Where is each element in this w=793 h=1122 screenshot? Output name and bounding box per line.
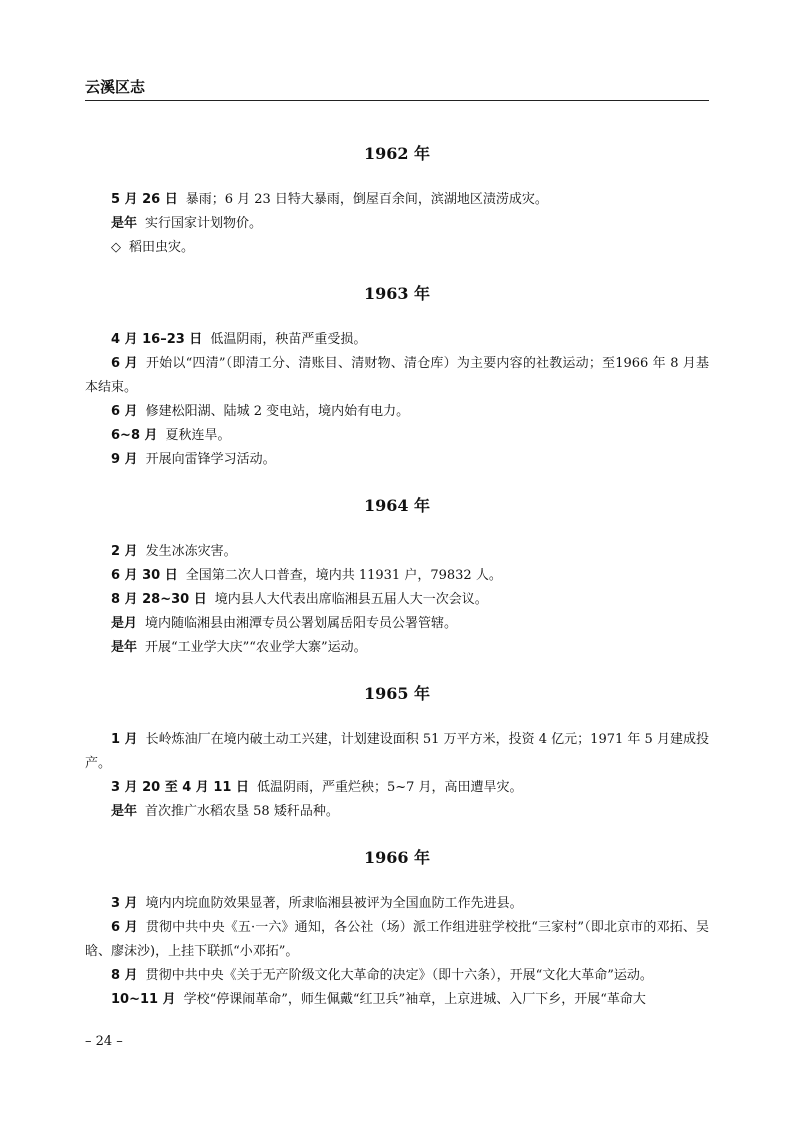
chronicle-entry: [85, 892, 709, 916]
entry-date: 2 月: [111, 544, 138, 559]
entry-text: 首次推广水稻农垦 58 矮秆品种。: [145, 804, 339, 819]
entry-date: 5 月 26 日: [111, 192, 178, 207]
page-number: – 24 –: [85, 1034, 123, 1049]
entry-text: 境内随临湘县由湘潭专员公署划属岳阳专员公署管辖。: [145, 616, 458, 631]
header-divider: [85, 100, 709, 101]
entry-date: 4 月 16–23 日: [111, 332, 203, 347]
entry-text: 夏秋连旱。: [165, 428, 231, 443]
chronicle-entry: [85, 448, 709, 472]
entry-text: 贯彻中共中央《五·一六》通知，各公社（场）派工作组进驻学校批“三家村”（即北京市的邓拓、吴晗、廖沫沙)，上挂下联抓“小邓拓”。: [85, 920, 709, 959]
chronicle-entry: [85, 212, 709, 236]
chronicle-entry: [85, 588, 709, 612]
entry-date: 9 月: [111, 452, 138, 467]
entry-date: 6 月: [111, 920, 138, 935]
year-heading: 1965 年: [363, 684, 431, 703]
entry-text: 开展向雷锋学习活动。: [145, 452, 276, 467]
chronicle-entry: [85, 988, 709, 1012]
chronicle-entry: [85, 916, 709, 964]
year-section: [85, 846, 709, 1012]
chronicle-entry: [85, 964, 709, 988]
entry-date: 6 月 30 日: [111, 568, 178, 583]
chronicle-entry: [85, 400, 709, 424]
year-heading: 1964 年: [363, 496, 431, 515]
entry-text: 贯彻中共中央《关于无产阶级文化大革命的决定》（即十六条），开展“文化大革命”运动。: [145, 968, 653, 983]
entry-text: 境内内垸血防效果显著，所隶临湘县被评为全国血防工作先进县。: [145, 896, 523, 911]
entry-date: 6 月: [111, 404, 138, 419]
entry-date: 8 月 28~30 日: [111, 592, 207, 607]
chronicle-entry: [85, 800, 709, 824]
entry-date: ◇: [111, 240, 121, 255]
chronicle-entry: [85, 424, 709, 448]
chronicle-entry: [85, 776, 709, 800]
chronicle-entry: [85, 236, 709, 260]
entry-text: 开始以“四清”（即清工分、清账目、清财物、清仓库）为主要内容的社教运动；至1966 年 8 月基本结束。: [85, 356, 710, 395]
entry-text: 发生冰冻灾害。: [145, 544, 237, 559]
entry-date: 8 月: [111, 968, 138, 983]
chronicle-entry: [85, 636, 709, 660]
entry-date: 3 月: [111, 896, 138, 911]
entry-text: 实行国家计划物价。: [145, 216, 263, 231]
chronicle-entry: [85, 612, 709, 636]
entry-date: 6~8 月: [111, 428, 158, 443]
year-section: [85, 282, 709, 472]
entry-date: 3 月 20 至 4 月 11 日: [111, 780, 249, 795]
chronicle-entry: [85, 188, 709, 212]
year-section: [85, 494, 709, 660]
chronicle-content: [85, 142, 709, 1034]
entry-text: 境内县人大代表出席临湘县五届人大一次会议。: [214, 592, 488, 607]
chronicle-entry: [85, 728, 709, 776]
year-heading: 1966 年: [363, 848, 431, 867]
year-heading: 1962 年: [363, 144, 431, 163]
running-header: 云溪区志: [85, 78, 146, 96]
entry-date: 是年: [111, 804, 138, 819]
entry-date: 是年: [111, 640, 138, 655]
entry-date: 10~11 月: [111, 992, 176, 1007]
chronicle-entry: [85, 564, 709, 588]
chronicle-entry: [85, 540, 709, 564]
entry-text: 长岭炼油厂在境内破土动工兴建，计划建设面积 51 万平方米，投资 4 亿元；1971 年 5 月建成投产。: [85, 732, 709, 771]
chronicle-entry: [85, 328, 709, 352]
year-section: [85, 142, 709, 260]
entry-date: 1 月: [111, 732, 138, 747]
entry-text: 开展“工业学大庆”“农业学大寨”运动。: [145, 640, 367, 655]
entry-text: 低温阴雨，秧苗严重受损。: [210, 332, 367, 347]
entry-text: 低温阴雨，严重烂秧；5~7 月，高田遭旱灾。: [256, 780, 523, 795]
entry-date: 是年: [111, 216, 138, 231]
entry-text: 暴雨；6 月 23 日特大暴雨，倒屋百余间，滨湖地区渍涝成灾。: [185, 192, 548, 207]
entry-text: 学校“停课闹革命”，师生佩戴“红卫兵”袖章，上京进城、入厂下乡，开展“革命大: [183, 992, 646, 1007]
entry-date: 是月: [111, 616, 138, 631]
entry-text: 稻田虫灾。: [129, 240, 195, 255]
year-heading: 1963 年: [363, 284, 431, 303]
chronicle-entry: [85, 352, 709, 400]
entry-text: 修建松阳湖、陆城 2 变电站，境内始有电力。: [145, 404, 410, 419]
year-section: [85, 682, 709, 824]
entry-date: 6 月: [111, 356, 138, 371]
entry-text: 全国第二次人口普查，境内共 11931 户，79832 人。: [185, 568, 502, 583]
